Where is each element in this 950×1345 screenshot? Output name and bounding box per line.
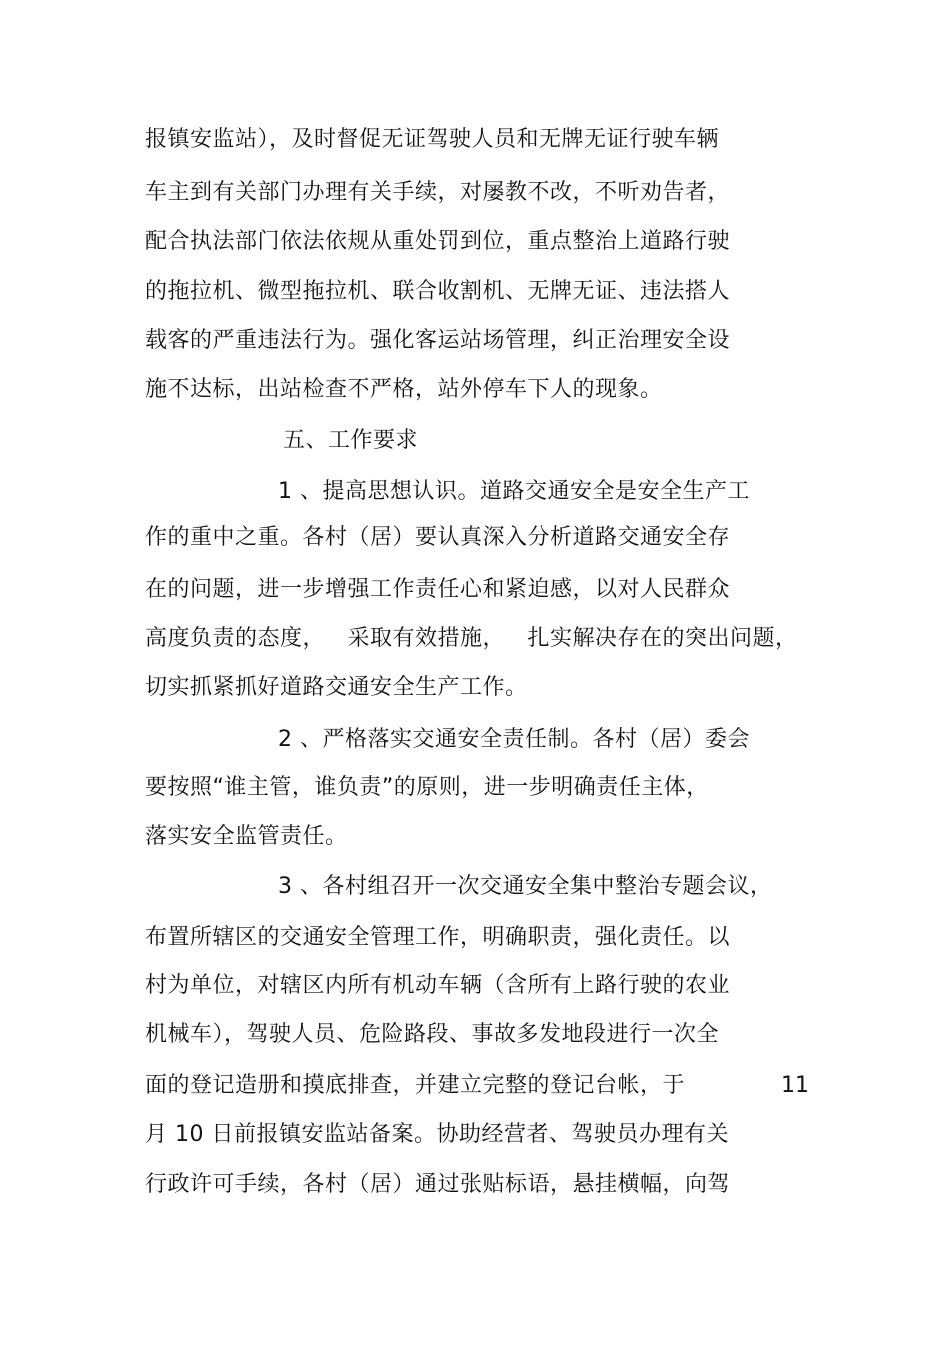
paragraph-line: 车主到有关部门办理有关手续，对屡教不改，不听劝告者， bbox=[145, 180, 731, 205]
paragraph-line: 作的重中之重。各村（居）要认真深入分析道路交通安全存 bbox=[145, 525, 731, 550]
paragraph-line: 行政许可手续，各村（居）通过张贴标语，悬挂横幅，向驾 bbox=[145, 1172, 731, 1197]
paragraph-line: 报镇安监站），及时督促无证驾驶人员和无牌无证行驶车辆 bbox=[145, 127, 720, 152]
paragraph-line: 布置所辖区的交通安全管理工作，明确职责，强化责任。以 bbox=[145, 925, 731, 950]
numbered-item-line: 1 、提高思想认识。道路交通安全是安全生产工 bbox=[278, 479, 750, 504]
paragraph-line: 施不达标，出站检查不严格，站外停车下人的现象。 bbox=[145, 377, 663, 402]
paragraph-line: 高度负责的态度， 采取有效措施， 扎实解决存在的突出问题， bbox=[145, 626, 798, 651]
paragraph-line: 载客的严重违法行为。强化客运站场管理，纠正治理安全设 bbox=[145, 328, 731, 353]
paragraph-line: 切实抓紧抓好道路交通安全生产工作。 bbox=[145, 675, 528, 700]
paragraph-line: 配合执法部门依法依规从重处罚到位，重点整治上道路行驶 bbox=[145, 229, 731, 254]
numbered-item-line: 3 、各村组召开一次交通安全集中整治专题会议， bbox=[278, 874, 773, 899]
paragraph-line: 在的问题，进一步增强工作责任心和紧迫感，以对人民群众 bbox=[145, 577, 731, 602]
right-number: 11 bbox=[781, 1073, 809, 1098]
paragraph-line: 村为单位，对辖区内所有机动车辆（含所有上路行驶的农业 bbox=[145, 973, 731, 998]
paragraph-line: 落实安全监管责任。 bbox=[145, 824, 348, 849]
paragraph-line: 月 10 日前报镇安监站备案。协助经营者、驾驶员办理有关 bbox=[145, 1122, 729, 1147]
numbered-item-line: 2 、严格落实交通安全责任制。各村（居）委会 bbox=[278, 727, 750, 752]
section-heading: 五、工作要求 bbox=[283, 428, 419, 453]
paragraph-line: 的拖拉机、微型拖拉机、联合收割机、无牌无证、违法搭人 bbox=[145, 279, 731, 304]
paragraph-line: 要按照“谁主管，谁负责”的原则，进一步明确责任主体， bbox=[145, 775, 709, 800]
paragraph-line: 机械车），驾驶人员、危险路段、事故多发地段进行一次全 bbox=[145, 1022, 720, 1047]
paragraph-line: 面的登记造册和摸底排查，并建立完整的登记台帐，于 bbox=[145, 1073, 686, 1098]
